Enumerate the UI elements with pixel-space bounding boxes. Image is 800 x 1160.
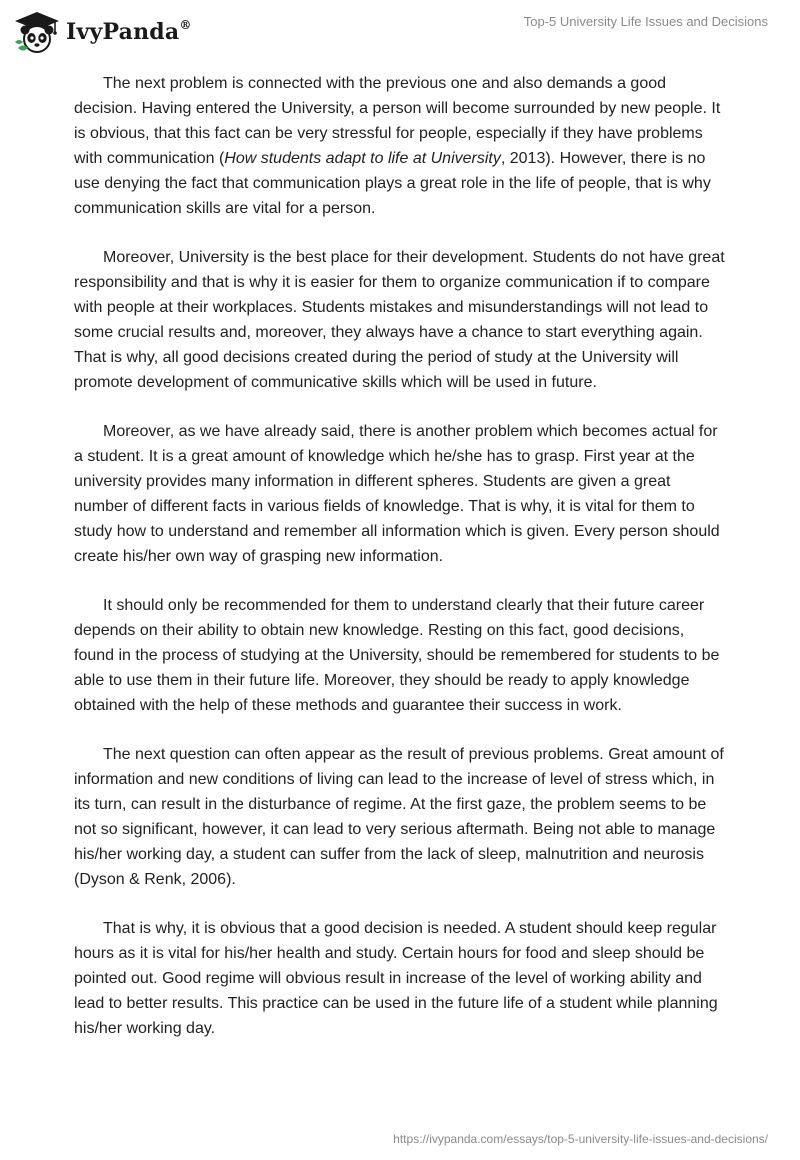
citation-title: How students adapt to life at University [224,150,501,167]
paragraph-5: The next question can often appear as the result of previous problems. Great amount of information and new conditions of living can lead to the increase of level of stress which, in its turn, can result in the disturbance of regime. At the first gaze, the problem seems to be not so significant, however, it can lead to very serious aftermath. Being not able to manage his/her working day, a student can suffer from the lack of sleep, malnutrition and neurosis (Dyson & Renk, 2006). [74,746,724,888]
paragraph-1-text-after: , 2013). However, there is no use denying the fact that communication plays a great role in the life of people, that is why communication skills are vital for a person. [74,150,711,217]
page-header [0,0,800,60]
source-url-link[interactable]: https://ivypanda.com/essays/top-5-university-life-issues-and-decisions/ [393,1132,768,1146]
registered-mark: ® [179,17,192,32]
document-title: Top-5 University Life Issues and Decisions [523,14,768,29]
paragraph-2: Moreover, University is the best place for their development. Students do not have great responsibility and that is why it is easier for them to organize communication if to compare with people at their workplaces. Students mistakes and misunderstandings will not lead to some crucial results and, moreover, they always have a chance to start everything again. That is why, all good decisions created during the period of study at the University will promote development of communicative skills which will be used in future. [74,249,725,391]
brand-name-text: IvyPanda [66,19,180,45]
essay-body [74,71,726,1065]
ivypanda-logo[interactable] [14,8,192,56]
brand-name [66,19,192,45]
paragraph-6: That is why, it is obvious that a good decision is needed. A student should keep regular hours as it is vital for his/her health and study. Certain hours for food and sleep should be pointed out. Good regime will obvious result in increase of the level of working ability and lead to better results. This practice can be used in the future life of a student while planning his/her working day. [74,920,718,1037]
paragraph-3: Moreover, as we have already said, there is another problem which becomes actual for a student. It is a great amount of knowledge which he/she has to grasp. First year at the university provides many information in different spheres. Students are given a great number of different facts in various fields of knowledge. That is why, it is vital for them to study how to understand and remember all information which is given. Every person should create his/her own way of grasping new information. [74,423,720,565]
paragraph-1 [74,71,726,221]
panda-graduation-cap-icon [14,10,60,54]
paragraph-1-text-before: The next problem is connected with the previous one and also demands a good decision. Having entered the University, a person will become surrounded by new people. It is obvious, that this fact can be very stressful for people, especially if they have problems with communication ( [74,75,721,167]
paragraph-4: It should only be recommended for them to understand clearly that their future career depends on their ability to obtain new knowledge. Resting on this fact, good decisions, found in the process of studying at the University, should be remembered for students to be able to use them in their future life. Moreover, they should be ready to apply knowledge obtained with the help of these methods and guarantee their success in work. [74,597,720,714]
